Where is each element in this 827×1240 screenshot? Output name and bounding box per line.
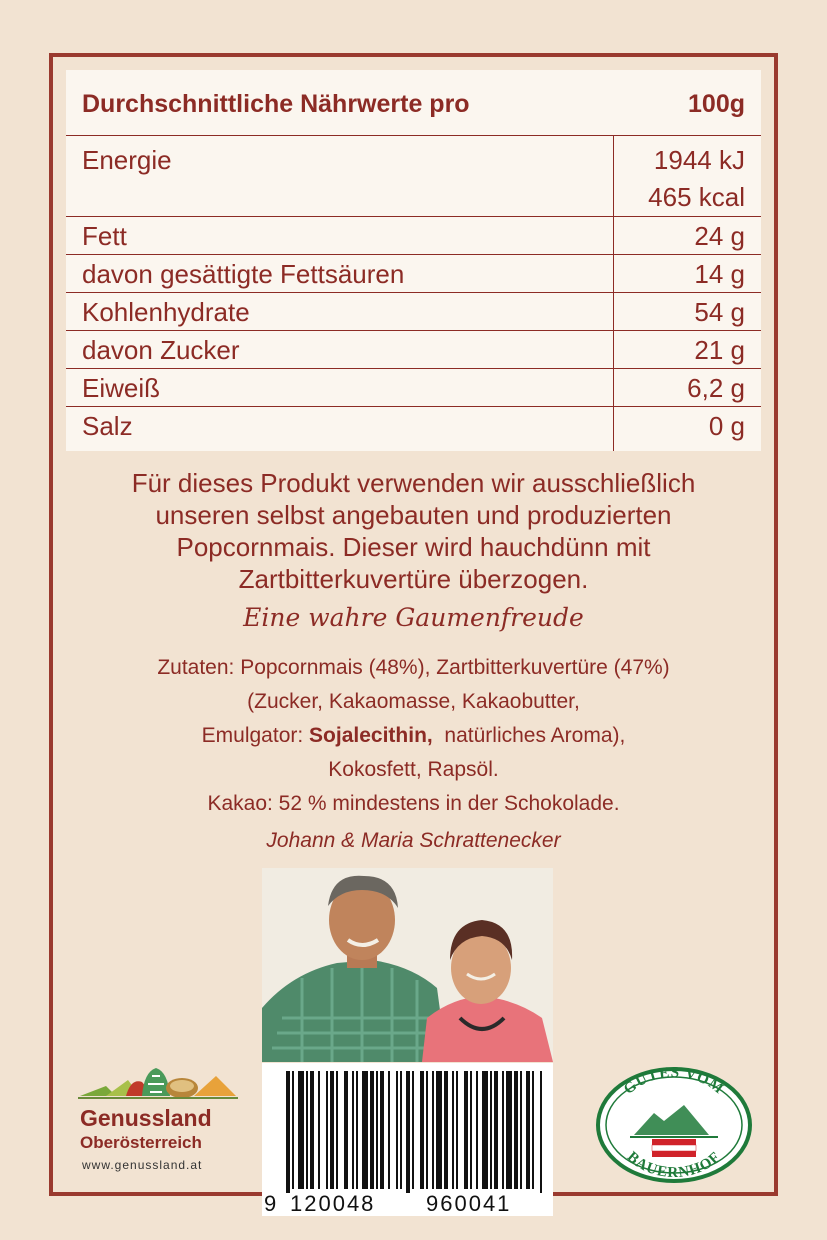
barcode — [262, 1063, 553, 1216]
nutrition-label: Energie — [82, 145, 172, 175]
barcode-bar — [490, 1071, 492, 1189]
ingredients-line: (Zucker, Kakaomasse, Kakaobutter, — [247, 690, 580, 713]
barcode-bar — [388, 1071, 390, 1189]
barcode-bar — [476, 1071, 478, 1189]
nutrition-row-energy — [66, 136, 761, 217]
nutrition-label: davon Zucker — [82, 335, 240, 365]
product-description — [66, 467, 761, 595]
nutrition-value: 54 g — [694, 297, 745, 327]
barcode-bar — [298, 1071, 304, 1189]
barcode-bar — [540, 1071, 542, 1193]
genussland-logo-graphic — [76, 1066, 251, 1181]
nutrition-row-saturated-fat — [66, 255, 761, 293]
barcode-bar — [344, 1071, 348, 1189]
ingredients — [66, 651, 761, 821]
barcode-bar — [406, 1071, 410, 1193]
description-line: Popcornmais. Dieser wird hauchdünn mit — [176, 532, 651, 562]
barcode-bar — [452, 1071, 454, 1189]
barcode-bar — [380, 1071, 384, 1189]
barcode-bar — [532, 1071, 534, 1189]
nutrition-value: 24 g — [694, 221, 745, 251]
nutrition-header — [66, 70, 761, 136]
nutrition-row-fat — [66, 217, 761, 255]
allergen-soy: Sojalecithin, — [309, 724, 433, 747]
barcode-bar — [464, 1071, 468, 1189]
barcode-bar — [326, 1071, 328, 1189]
barcode-bar — [306, 1071, 308, 1189]
barcode-digits — [262, 1191, 553, 1216]
barcode-bar — [506, 1071, 512, 1189]
barcode-bar — [482, 1071, 488, 1189]
ingredients-emulsifier-label: Emulgator: — [201, 724, 310, 747]
nutrition-value: 6,2 g — [687, 373, 745, 403]
nutrition-value: 1944 kJ — [653, 145, 745, 175]
nutrition-row-salt — [66, 407, 761, 449]
barcode-bar — [502, 1071, 504, 1189]
nutrition-row-carbohydrates — [66, 293, 761, 331]
gutes-vom-bauernhof-logo — [594, 1065, 754, 1185]
nutrition-header-unit: 100g — [688, 90, 745, 118]
barcode-bar — [376, 1071, 378, 1189]
nutrition-table — [66, 70, 761, 451]
ingredients-line — [66, 719, 761, 753]
barcode-bars — [262, 1063, 553, 1193]
barcode-bar — [514, 1071, 518, 1189]
ingredients-line: Kokosfett, Rapsöl. — [328, 758, 499, 781]
nutrition-row-protein — [66, 369, 761, 407]
nutrition-row-sugar — [66, 331, 761, 369]
nutrition-label: Fett — [82, 221, 127, 251]
barcode-group-left: 120048 — [290, 1191, 376, 1216]
nutrition-value: 14 g — [694, 259, 745, 289]
barcode-digit-first: 9 — [264, 1191, 277, 1216]
genussland-url: www.genussland.at — [82, 1158, 203, 1172]
barcode-bar — [432, 1071, 434, 1189]
barcode-bar — [352, 1071, 354, 1189]
barcode-bar — [396, 1071, 398, 1189]
genussland-logo — [76, 1066, 251, 1181]
column-divider — [613, 136, 614, 451]
nutrition-label: Eiweiß — [82, 373, 161, 403]
barcode-bar — [310, 1071, 314, 1189]
nutrition-label: davon gesättigte Fettsäuren — [82, 259, 405, 289]
barcode-bar — [456, 1071, 458, 1189]
nutrition-label: Salz — [82, 411, 133, 441]
nutrition-value: 21 g — [694, 335, 745, 365]
barcode-bar — [436, 1071, 442, 1189]
ingredients-line: Kakao: 52 % mindestens in der Schokolade. — [207, 792, 620, 815]
barcode-group-right: 960041 — [426, 1191, 512, 1216]
barcode-bar — [330, 1071, 334, 1189]
nutrition-value-kcal: 465 kcal — [648, 182, 745, 212]
barcode-bar — [470, 1071, 472, 1189]
nutrition-value: 0 g — [708, 411, 745, 441]
gutes-vom-bauernhof-seal — [594, 1065, 754, 1185]
barcode-bar — [292, 1071, 294, 1189]
barcode-bar — [356, 1071, 358, 1189]
barcode-bar — [520, 1071, 522, 1189]
barcode-bar — [420, 1071, 424, 1189]
barcode-bar — [318, 1071, 320, 1189]
barcode-bar — [494, 1071, 498, 1189]
nutrition-rows — [66, 136, 761, 449]
description-line: Für dieses Produkt verwenden wir ausschließlich — [131, 468, 696, 498]
genussland-region: Oberösterreich — [80, 1133, 202, 1152]
tagline: Eine wahre Gaumenfreude — [243, 603, 584, 632]
farmer-names: Johann & Maria Schrattenecker — [266, 829, 561, 852]
nutrition-label: Kohlenhydrate — [82, 297, 250, 327]
nutrition-header-label: Durchschnittliche Nährwerte pro — [82, 90, 470, 118]
barcode-bar — [400, 1071, 402, 1189]
barcode-bar — [370, 1071, 374, 1189]
barcode-bar — [412, 1071, 414, 1189]
barcode-bar — [526, 1071, 530, 1189]
barcode-bar — [336, 1071, 338, 1189]
seal-bottom-text: BAUERNHOF — [623, 1148, 725, 1182]
ingredients-aroma: natürliches Aroma), — [432, 724, 626, 747]
barcode-bar — [286, 1071, 290, 1193]
genussland-name: Genussland — [80, 1105, 212, 1131]
farmers-photo-illustration — [262, 868, 553, 1062]
seal-top-text: GUTES VOM — [620, 1065, 727, 1098]
barcode-bar — [426, 1071, 428, 1189]
barcode-bar — [362, 1071, 368, 1189]
ingredients-line: Zutaten: Popcornmais (48%), Zartbitterkuvertüre (47%) — [157, 656, 670, 679]
barcode-bar — [444, 1071, 448, 1189]
description-line: unseren selbst angebauten und produzierten — [155, 500, 672, 530]
farmers-photo — [262, 868, 553, 1062]
description-line: Zartbitterkuvertüre überzogen. — [238, 564, 589, 594]
